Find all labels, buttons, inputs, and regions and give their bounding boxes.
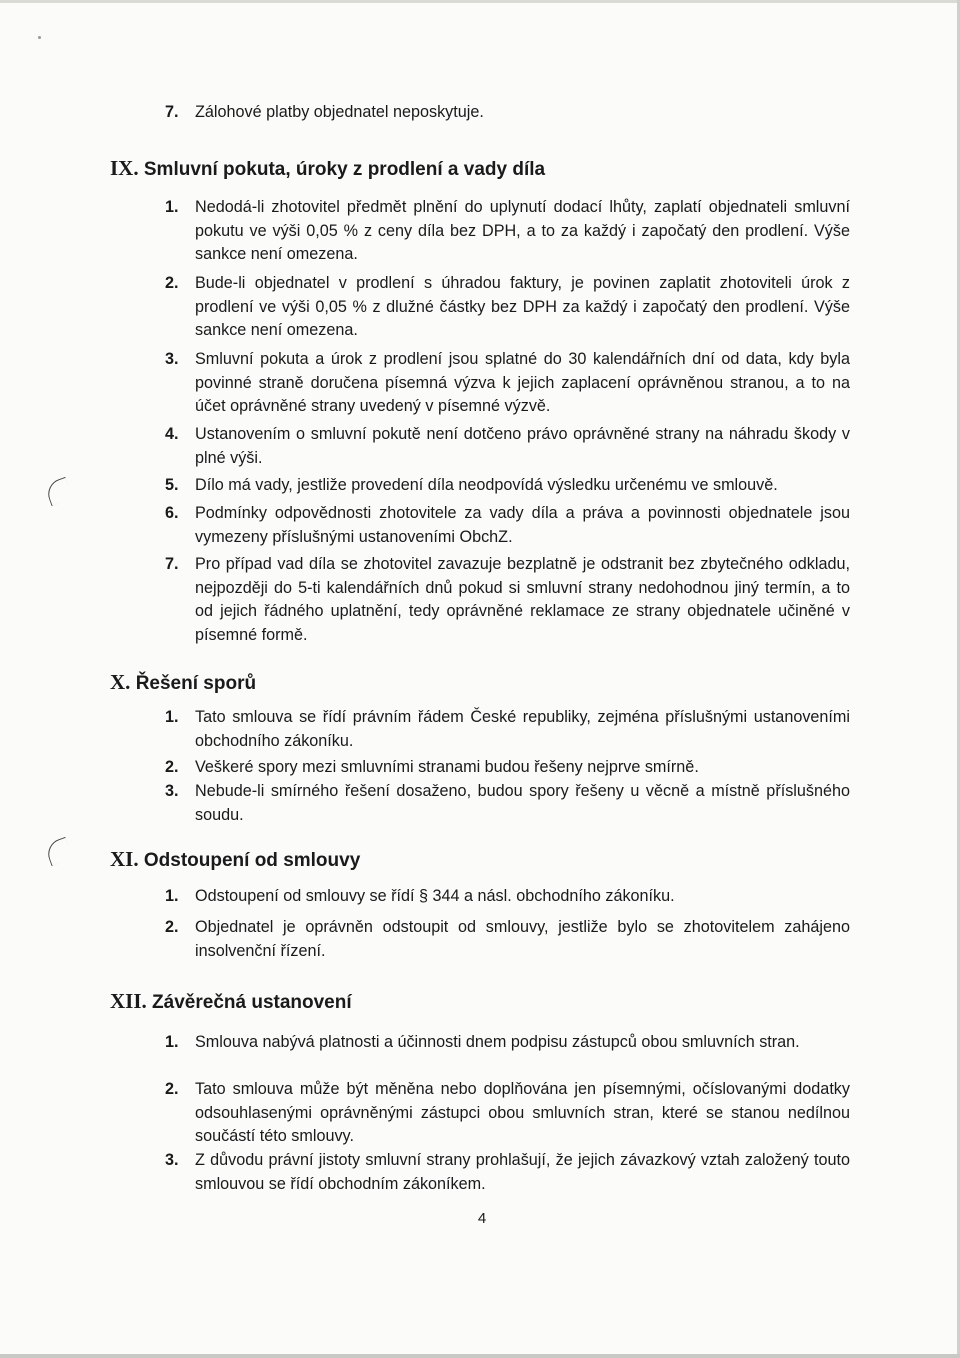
item-number: 4.: [165, 425, 179, 443]
item-number: 6.: [165, 504, 179, 522]
section-number: XII.: [110, 989, 147, 1013]
item-number: 3.: [165, 1151, 179, 1169]
section-heading-ix: [110, 156, 545, 182]
item-number: 2.: [165, 758, 179, 776]
list-item: [165, 1078, 850, 1149]
item-number: 5.: [165, 476, 179, 494]
item-text: Veškeré spory mezi smluvními stranami budou řešeny nejprve smírně.: [195, 758, 699, 776]
item-text: Nedodá-li zhotovitel předmět plnění do uplynutí dodací lhůty, zaplatí objednateli smluvní pokutu ve výši 0,05 % z ceny díla bez DPH, a to za každý i započatý den prodlení. Výše sankce není omezena.: [195, 198, 850, 263]
section-heading-x: [110, 670, 256, 696]
scan-speck: [38, 36, 41, 39]
list-item: [165, 502, 850, 549]
list-item: [165, 348, 850, 419]
list-item: [165, 101, 850, 125]
item-number: 2.: [165, 274, 179, 292]
list-item: [165, 885, 850, 909]
list-item: [165, 706, 850, 753]
item-text: Tato smlouva se řídí právním řádem České republiky, zejména příslušnými ustanoveními obchodního zákoníku.: [195, 708, 850, 750]
list-item: [165, 196, 850, 267]
section-number: IX.: [110, 156, 139, 180]
item-text: Bude-li objednatel v prodlení s úhradou faktury, je povinen zaplatit zhotoviteli úrok z prodlení ve výši 0,05 % z dlužné částky bez DPH za každý i započatý den prodlení. Výše sankce není omezena.: [195, 274, 850, 339]
item-number: 7.: [165, 103, 179, 121]
list-item: [165, 1149, 850, 1196]
list-item: [165, 272, 850, 343]
section-heading-xi: [110, 847, 360, 873]
item-number: 1.: [165, 708, 179, 726]
section-title: Závěrečná ustanovení: [152, 992, 352, 1013]
list-item: [165, 553, 850, 647]
item-number: 1.: [165, 198, 179, 216]
item-number: 2.: [165, 1080, 179, 1098]
item-text: Smluvní pokuta a úrok z prodlení jsou splatné do 30 kalendářních dní od data, kdy byla povinné straně doručena písemná výzva k jejich zaplacení oprávněnou stranou, a to na účet oprávněné strany uvedený v písemné výzvě.: [195, 350, 850, 415]
item-text: Objednatel je oprávněn odstoupit od smlouvy, jestliže bylo se zhotovitelem zahájeno insolvenční řízení.: [195, 918, 850, 960]
item-text: Nebude-li smírného řešení dosaženo, budou spory řešeny u věcně a místně příslušného soudu.: [195, 782, 850, 824]
item-text: Tato smlouva může být měněna nebo doplňována jen písemnými, očíslovanými dodatky odsouhlasenými oprávněnými zástupci obou smluvních stran, které se stanou nedílnou součástí této smlouvy.: [195, 1080, 850, 1145]
list-item: [165, 1031, 850, 1055]
page-number: 4: [477, 1210, 487, 1227]
list-item: [165, 756, 850, 780]
item-text: Podmínky odpovědnosti zhotovitele za vady díla a práva a povinnosti objednatele jsou vymezeny příslušnými ustanoveními ObchZ.: [195, 504, 850, 546]
scan-edge: [0, 0, 960, 3]
section-title: Řešení sporů: [135, 673, 257, 694]
list-item: [165, 423, 850, 470]
item-text: Ustanovením o smluvní pokutě není dotčeno právo oprávněné strany na náhradu škody v plné výši.: [195, 425, 850, 467]
item-number: 1.: [165, 1033, 179, 1051]
list-item: [165, 474, 850, 498]
item-number: 2.: [165, 918, 179, 936]
scan-edge: [0, 1354, 960, 1358]
item-number: 3.: [165, 782, 179, 800]
item-text: Zálohové platby objednatel neposkytuje.: [195, 103, 484, 121]
punch-hole-mark: [44, 477, 73, 506]
item-text: Z důvodu právní jistoty smluvní strany prohlašují, že jejich závazkový vztah založený touto smlouvou se řídí obchodním zákoníkem.: [195, 1151, 850, 1193]
item-text: Odstoupení od smlouvy se řídí § 344 a násl. obchodního zákoníku.: [195, 887, 675, 905]
item-text: Dílo má vady, jestliže provedení díla neodpovídá výsledku určenému ve smlouvě.: [195, 476, 778, 494]
section-number: X.: [110, 670, 131, 694]
item-number: 1.: [165, 887, 179, 905]
section-title: Odstoupení od smlouvy: [143, 850, 361, 871]
item-number: 7.: [165, 555, 179, 573]
item-number: 3.: [165, 350, 179, 368]
list-item: [165, 780, 850, 827]
section-title: Smluvní pokuta, úroky z prodlení a vady díla: [143, 159, 546, 180]
section-heading-xii: [110, 989, 352, 1015]
item-text: Pro případ vad díla se zhotovitel zavazuje bezplatně je odstranit bez zbytečného odkladu, nejpozději do 5-ti kalendářních dnů pokud si smluvní strany nedohodnou jiný termín, a to od jejich řádného uplatnění, tedy oprávněné reklamace ze strany objednatele učiněné v písemné formě.: [195, 555, 850, 644]
punch-hole-mark: [44, 837, 73, 866]
list-item: [165, 916, 850, 963]
item-text: Smlouva nabývá platnosti a účinnosti dnem podpisu zástupců obou smluvních stran.: [195, 1033, 800, 1051]
section-number: XI.: [110, 847, 139, 871]
